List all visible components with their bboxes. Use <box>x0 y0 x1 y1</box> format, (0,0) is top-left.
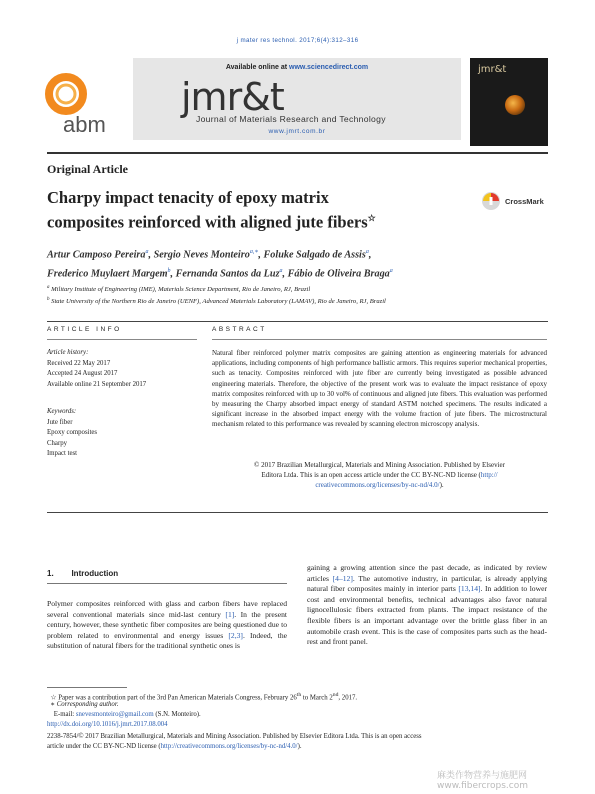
abstract-copyright <box>212 460 547 491</box>
copyright-end: ). <box>439 481 444 490</box>
issn-text: article under the CC BY-NC-ND license ( <box>47 743 161 750</box>
abstract-text: Natural fiber reinforced polymer matrix composites are gaining attention as engineering materials for advanced applications, including components of high performance ballistic armors. This requires superior mechanical properties, such as tenacity. Composites reinforced with jute fiber are currently being investigated as possible advanced engineering materials. Therefore, the objective of the present work was to evaluate the impact resistance of epoxy matrix composites reinforced with up to 30 vol% of continuous and aligned jute fibers. This evaluation was performed by measuring the Charpy absorbed impact energy of standard ASTM notched specimens. The results indicated a significant increase in the absorbed impact energy with the volume fraction of jute fibers. The microstructural mechanism related to this performance was revealed by scanning electron microscopy analysis. <box>212 349 547 429</box>
abstract-end-divider <box>47 512 548 513</box>
keyword: Impact test <box>47 450 78 457</box>
body-text: . The automotive industry, in particular, is already applying natural fiber composites mainly in interior parts <box>307 573 548 594</box>
issn-end: ). <box>297 743 302 750</box>
affiliation-mark: b <box>47 297 50 303</box>
affiliation-text: Military Institute of Engineering (IME), Materials Science Department, Rio de Janeiro, RJ, Brazil <box>51 286 311 294</box>
email-owner: (S.N. Monteiro). <box>155 711 201 718</box>
copyright-line-2 <box>212 470 547 480</box>
issn-line-2 <box>47 742 547 752</box>
watermark: 麻类作物营养与施肥网 www.fibercrops.com <box>437 771 528 791</box>
body-text: . Indeed, the substitution of natural fibers for the traditional synthetic ones is <box>47 630 287 651</box>
online-date: Available online 21 September 2017 <box>47 380 147 388</box>
journal-subtitle: Journal of Materials Research and Technology <box>196 114 386 124</box>
affiliation <box>47 295 547 307</box>
article-type: Original Article <box>47 162 128 176</box>
author-sup[interactable]: a <box>365 249 369 255</box>
copyright-line-3 <box>212 480 547 490</box>
section-heading <box>47 569 118 578</box>
section-title: Introduction <box>71 569 119 578</box>
author-name: Fábio de Oliveira Braga <box>287 268 390 280</box>
intro-left-column <box>47 599 287 652</box>
title-footnote-mark: ☆ <box>367 213 376 223</box>
footnote-text: to March 2 <box>301 694 333 702</box>
author-name: Fernanda Santos da Luz <box>175 268 280 280</box>
author-sup[interactable]: a <box>145 249 149 255</box>
citation-link[interactable]: [13,14] <box>458 584 481 594</box>
license-link[interactable]: http:// <box>480 471 498 480</box>
author-name: Sergio Neves Monteiro <box>153 249 250 261</box>
footnote-sup: nd <box>332 692 339 698</box>
article-history <box>47 348 146 390</box>
article-info-heading: ARTICLE INFO <box>47 326 122 333</box>
keyword: Jute fiber <box>47 418 73 426</box>
journal-reference: j mater res technol. 2017;6(4):312–316 <box>236 37 359 44</box>
citation-link[interactable]: [1] <box>225 609 235 619</box>
keyword: Charpy <box>47 439 68 447</box>
available-prefix: Available online at <box>225 64 288 71</box>
crossmark-icon[interactable] <box>481 191 501 211</box>
author-name: Artur Camposo Pereira <box>47 249 146 261</box>
section-underline <box>47 583 287 584</box>
title-line-2 <box>47 208 467 233</box>
body-text: gaining a growing attention since the past decade, as indicated by review articles <box>307 563 547 583</box>
affiliation-text: State University of the Northern Rio de Janeiro (UENF), Advanced Materials Laboratory (LAMAV), Rio de Janeiro, RJ, Brazil <box>51 298 386 306</box>
header-divider <box>47 152 548 154</box>
intro-right-column <box>307 563 547 648</box>
available-online <box>133 64 461 71</box>
section-number: 1. <box>47 569 54 578</box>
abm-logo-text: abm <box>63 112 106 137</box>
footnote-text: Corresponding author. <box>56 701 119 708</box>
body-text: . In the present century, however, these synthetic fiber composites are being questioned due to problem related to environmental and energy issues <box>47 609 288 640</box>
footnote-text: , 2017. <box>338 694 358 702</box>
footnote-sup: th <box>296 692 302 698</box>
email-label: E-mail: <box>53 711 75 718</box>
citation-link[interactable]: [4–12] <box>332 573 353 583</box>
affiliation-mark: a <box>47 285 50 290</box>
author-sup[interactable]: a,∗ <box>249 249 259 255</box>
citation-link[interactable]: [2,3] <box>228 630 243 640</box>
body-text: Polymer composites reinforced with glass and carbon fibers have replaced several conventional materials since mid-last century <box>47 599 287 619</box>
footnote-divider <box>47 687 127 688</box>
received-date: Received 22 May 2017 <box>47 359 111 367</box>
keyword: Epoxy composites <box>47 429 98 436</box>
title-line-1: Charpy impact tenacity of epoxy matrix <box>47 188 329 207</box>
footnote-text: Paper was a contribution part of the 3rd Pan American Materials Congress, February 26 <box>58 694 297 702</box>
author-sup[interactable]: a <box>279 268 283 275</box>
author-list: Artur Camposo Pereira$^a$, Sergio Neves Monteiro$^{a,∗}$, Foluke Salgado de Assis$^a$, Frederico Muylaert Margem$^b$, Fernanda Santos da Luz$^a$, Fábio de Oliveira Braga$^a$ <box>47 249 393 280</box>
author-name: Frederico Muylaert Margem <box>47 268 168 280</box>
info-subdivider <box>47 339 197 340</box>
keywords-label: Keywords: <box>47 408 77 415</box>
copyright-text: Editora Ltda. This is an open access article under the CC BY-NC-ND license ( <box>261 471 481 480</box>
journal-url[interactable]: www.jmrt.com.br <box>268 128 326 135</box>
email-link[interactable]: snevesmonteiro@gmail.com <box>75 711 154 718</box>
affiliation <box>47 283 547 295</box>
doi-link[interactable]: http://dx.doi.org/10.1016/j.jmrt.2017.08.004 <box>47 721 168 728</box>
footnote-mark: ☆ <box>50 694 57 702</box>
footnote-mark: ∗ <box>50 701 56 708</box>
author-sup[interactable]: a <box>389 268 393 275</box>
cover-title: jmr&t <box>478 64 507 75</box>
info-divider <box>47 321 548 322</box>
jmrt-logo: jmr&t <box>181 75 284 119</box>
license-link[interactable]: creativecommons.org/licenses/by-nc-nd/4.0/ <box>315 481 440 490</box>
accepted-date: Accepted 24 August 2017 <box>47 370 118 377</box>
footnote-email <box>47 710 547 720</box>
affiliations <box>47 283 547 307</box>
abstract-heading: ABSTRACT <box>212 326 267 333</box>
history-label: Article history: <box>47 349 89 356</box>
author-sup[interactable]: b <box>167 268 171 275</box>
keywords <box>47 407 97 460</box>
issn-line-1: 2238-7854/© 2017 Brazilian Metallurgical, Materials and Mining Association. Published by Elsevier Editora Ltda. This is an open access <box>47 733 422 740</box>
cover-orb-image <box>505 95 525 115</box>
body-text: . In addition to lower cost and environmental benefits, technical advantages also favor natural lignocellulosic fibers extracted from plants. The impact resistance of the flexible fibers is an important advantage over the brittle glass fiber in an automobile crash event. This is the case of composites parts such as the head-rest and front panel. <box>307 584 547 647</box>
abstract-subdivider <box>212 339 547 340</box>
article-title <box>47 187 467 233</box>
copyright-line-1: © 2017 Brazilian Metallurgical, Materials and Mining Association. Published by Elsevier <box>254 461 505 469</box>
license-link[interactable]: http://creativecommons.org/licenses/by-nc-nd/4.0/ <box>160 743 298 750</box>
footnote-2 <box>47 700 547 710</box>
author-name: Foluke Salgado de Assis <box>263 249 366 261</box>
crossmark-label[interactable]: CrossMark <box>505 197 544 206</box>
title-line-2-text: composites reinforced with aligned jute fibers <box>47 212 368 232</box>
sciencedirect-link[interactable]: www.sciencedirect.com <box>289 64 369 71</box>
